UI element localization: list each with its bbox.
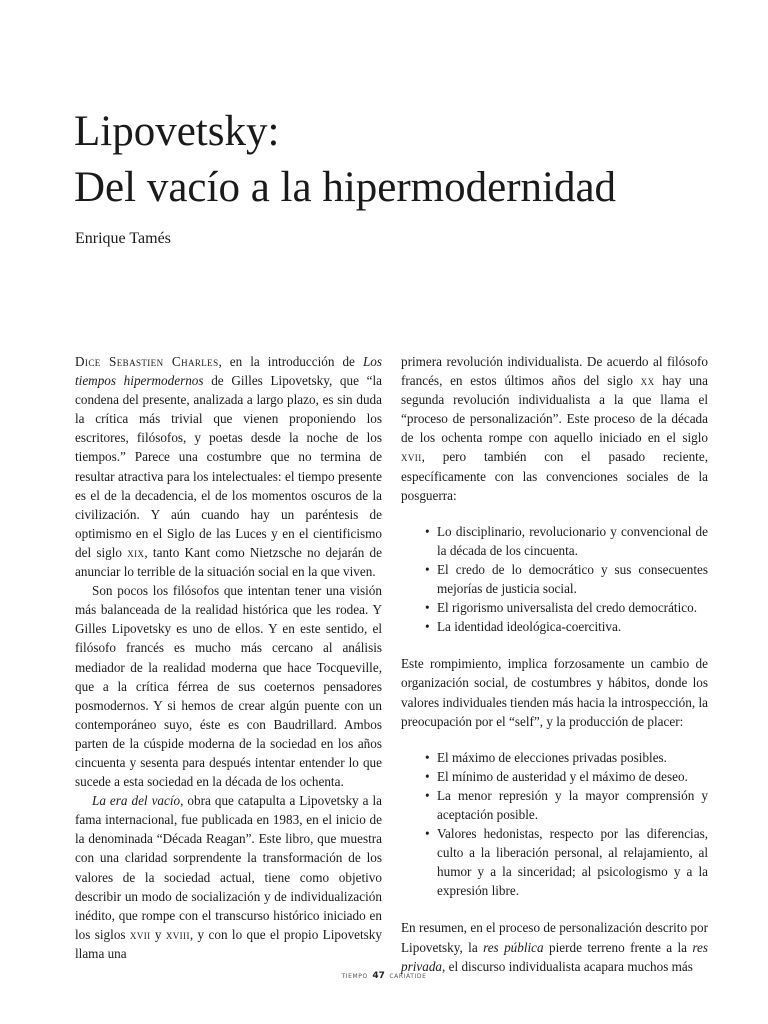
list-item: • El máximo de elecciones privadas posibles. xyxy=(437,748,708,767)
list-item: • El rigorismo universalista del credo democrático. xyxy=(437,598,708,617)
bullet-list-1 xyxy=(401,522,708,637)
author-byline: Enrique Tamés xyxy=(75,230,171,247)
paragraph-6: En resumen, en el proceso de personalización descrito por Lipovetsky, la res pública pierde terreno frente a la res privada, el discurso individualista acapara muchos más xyxy=(401,920,708,974)
bullet-icon: • xyxy=(425,749,430,765)
list-item: • El credo de lo democrático y sus consecuentes mejorías de justicia social. xyxy=(425,561,708,597)
page-footer xyxy=(0,971,768,981)
bullet-icon: • xyxy=(425,600,430,616)
list-item: • La menor represión y la mayor comprensión y aceptación posible. xyxy=(425,787,708,822)
paragraph-5: Este rompimiento, implica forzosamente un cambio de organización social, de costumbres y hábitos, donde los valores individuales tienden más hacia la introspección, la preocupación por el “self”, y la producción de placer: xyxy=(401,656,708,729)
book-title-tiempos: Los tiempos hipermodernos xyxy=(75,354,382,389)
lead-in-small-caps: Dice Sebastien Charles xyxy=(75,354,219,369)
bullet-list-2 xyxy=(401,748,708,901)
title-line-2: Del vacío a la hipermodernidad xyxy=(74,164,617,211)
bullet-icon: • xyxy=(425,826,430,842)
bullet-icon: • xyxy=(425,561,430,577)
paragraph-1: Dice Sebastien Charles, en la introducción de Los tiempos hipermodernos de Gilles Lipovetsky, que “la condena del presente, analizada a largo plazo, es sin duda la crítica más trivial que vienen proponiendo los escritores, filósofos, y poetas desde la noche de los tiempos.” Parece una costumbre que no termina de resultar atractiva para los intelectuales: el tiempo presente es el de la decadencia, el de los momentos oscuros de la civilización. Y aún cuando hay un paréntesis de optimismo en el Siglo de las Luces y en el cientificismo del siglo xix, tanto Kant como Nietzsche no dejarán de anunciar lo terrible de la situación social en la que viven. xyxy=(75,354,382,580)
list-item: • Lo disciplinario, revolucionario y convencional de la década de los cincuenta. xyxy=(425,523,708,558)
term-res-privada: res privada xyxy=(401,939,708,974)
bullet-icon: • xyxy=(425,768,430,784)
page-number: 47 xyxy=(372,971,385,981)
list-item: • El mínimo de austeridad y el máximo de deseo. xyxy=(437,767,708,786)
bullet-icon: • xyxy=(425,787,430,803)
left-column xyxy=(75,352,382,963)
right-column xyxy=(401,352,708,976)
bullet-icon: • xyxy=(425,619,430,635)
article-title xyxy=(74,104,734,216)
paragraph-4: primera revolución individualista. De acuerdo al filósofo francés, en estos últimos años del siglo xx hay una segunda revolución individualista a la que llama el “proceso de personalización”. Este proceso de la década de los ochenta rompe con aquello iniciado en el siglo xvii, pero también con el pasado reciente, específicamente con las convenciones sociales de la posguerra: xyxy=(401,354,708,503)
paragraph-3: La era del vacío, obra que catapulta a Lipovetsky a la fama internacional, fue publicada en 1983, en el inicio de la denominada “Década Reagan”. Este libro, que muestra con una claridad sorprendente la transformación de los valores de la sociedad actual, tiene como objetivo describir un modo de socialización y de individualización inédito, que rompe con el transcurso histórico iniciado en los siglos xvii y xviii, y con lo que el propio Lipovetsky llama una xyxy=(75,793,382,961)
paragraph-2: Son pocos los filósofos que intentan tener una visión más balanceada de la realidad histórica que les rodea. Y Gilles Lipovetsky es uno de ellos. Y en este sentido, el filósofo francés es mucho más cercano al análisis mediador de la realidad moderna que hace Tocqueville, que a la crítica férrea de sus coeternos pensadores posmodernos. Y si hemos de crear algún puente con un contemporáneo suyo, éste es con Baudrillard. Ambos parten de la cúspide moderna de la sociedad en los años cincuenta y sesenta para después intentar entender lo que sucede a esta sociedad en la década de los ochenta. xyxy=(75,583,382,790)
list-item: • La identidad ideológica-coercitiva. xyxy=(437,617,708,636)
list-item: • Valores hedonistas, respecto por las diferencias, culto a la liberación personal, al relajamiento, al humor y a la sinceridad; al psicologismo y a la expresión libre. xyxy=(425,826,708,899)
bullet-icon: • xyxy=(425,523,430,539)
title-line-1: Lipovetsky: xyxy=(74,108,280,155)
footer-publication-label: CARIÁTIDE xyxy=(389,973,427,980)
footer-section-label: TIEMPO xyxy=(341,973,368,980)
term-res-publica: res pública xyxy=(483,939,544,955)
book-title-era-vacio: La era del vacío xyxy=(92,793,181,809)
